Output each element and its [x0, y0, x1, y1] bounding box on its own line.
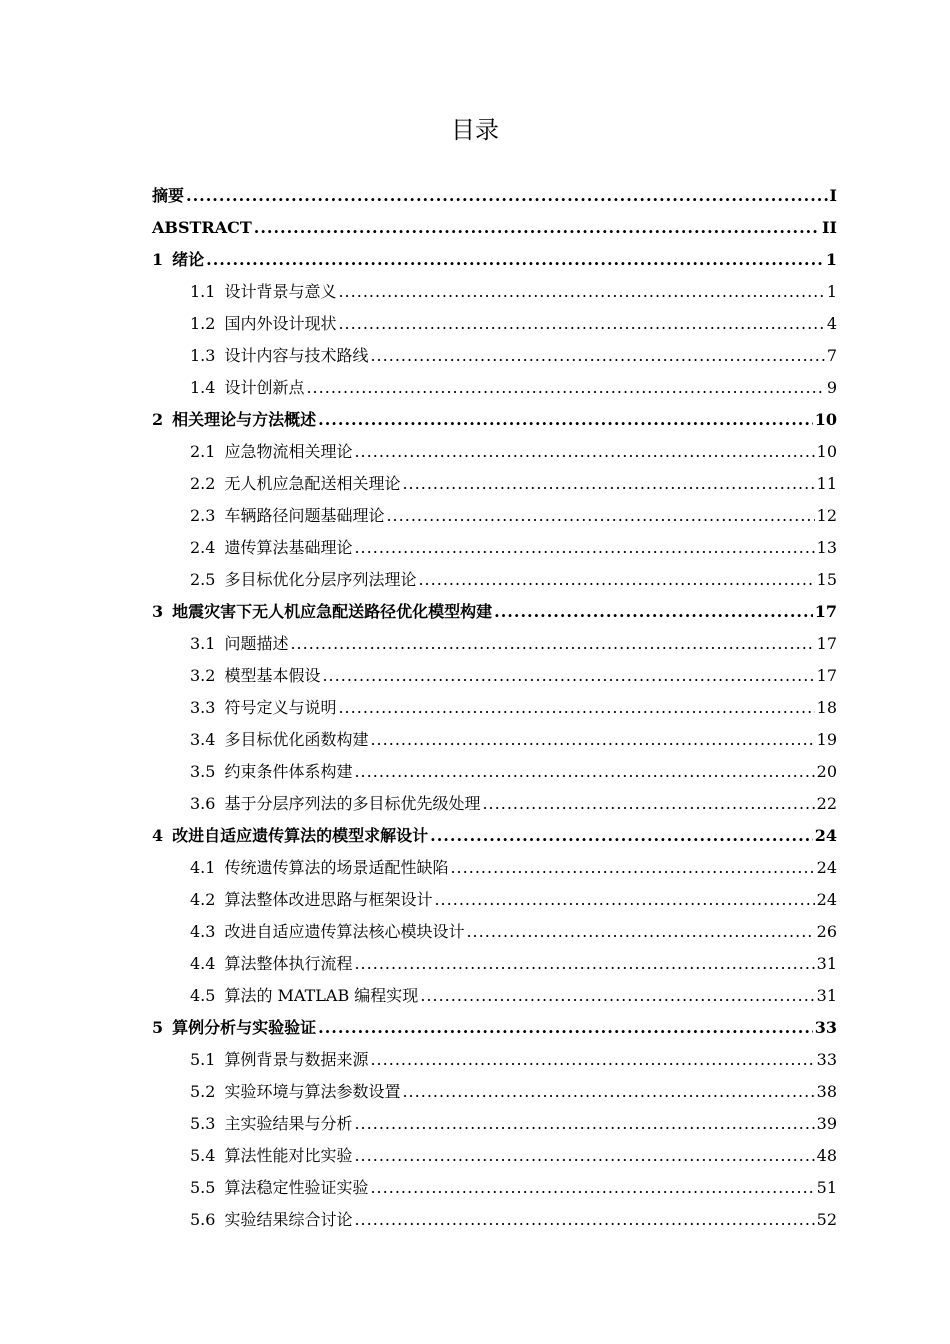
- toc-entry-page-number: 9: [826, 378, 837, 397]
- toc-section-entry[interactable]: [152, 948, 837, 980]
- toc-entry-number: 3.4: [190, 730, 216, 749]
- toc-entry-label: 主实验结果与分析: [224, 1114, 353, 1133]
- toc-entry-label: 无人机应急配送相关理论: [224, 474, 401, 493]
- toc-section-entry[interactable]: [152, 372, 837, 404]
- dot-leader: [370, 1044, 814, 1076]
- dot-leader: [354, 756, 814, 788]
- toc-chapter-entry[interactable]: [152, 820, 837, 852]
- toc-section-entry[interactable]: [152, 692, 837, 724]
- toc-entry-page-number: 48: [816, 1146, 837, 1165]
- toc-entry-label: 应急物流相关理论: [224, 442, 353, 461]
- toc-entry-page-number: 10: [814, 410, 837, 429]
- toc-entry-label: 设计创新点: [224, 378, 305, 397]
- toc-entry-number: 3.2: [190, 666, 216, 685]
- toc-entry-label: 模型基本假设: [224, 666, 321, 685]
- toc-entry-number: 3.1: [190, 634, 216, 653]
- toc-entry-page-number: 4: [826, 314, 837, 333]
- dot-leader: [370, 724, 814, 756]
- dot-leader: [354, 532, 814, 564]
- toc-entry-label: 算法性能对比实验: [224, 1146, 353, 1165]
- toc-entry-number: 1.3: [190, 346, 216, 365]
- toc-section-entry[interactable]: [152, 436, 837, 468]
- toc-section-entry[interactable]: [152, 340, 837, 372]
- toc-section-entry[interactable]: [152, 660, 837, 692]
- toc-entry-label: 算法整体改进思路与框架设计: [224, 890, 433, 909]
- dot-leader: [354, 1108, 814, 1140]
- toc-entry-page-number: 15: [816, 570, 837, 589]
- toc-entry-page-number: 17: [816, 634, 837, 653]
- toc-entry-number: 2.5: [190, 570, 216, 589]
- toc-entry-page-number: II: [822, 218, 837, 237]
- toc-entry-number: 3.3: [190, 698, 216, 717]
- toc-entry-page-number: 19: [816, 730, 837, 749]
- toc-section-entry[interactable]: [152, 308, 837, 340]
- dot-leader: [450, 852, 814, 884]
- toc-entry-page-number: 24: [814, 826, 837, 845]
- toc-entry-number: 1.1: [190, 282, 216, 301]
- toc-entry-page-number: 12: [816, 506, 837, 525]
- toc-entry-page-number: 24: [816, 858, 837, 877]
- toc-entry-page-number: 52: [816, 1210, 837, 1229]
- toc-entry-number: 1: [152, 250, 164, 269]
- toc-entry-page-number: 24: [816, 890, 837, 909]
- toc-entry-label: 国内外设计现状: [224, 314, 337, 333]
- toc-chapter-entry[interactable]: [152, 212, 837, 244]
- toc-entry-label: 符号定义与说明: [224, 698, 337, 717]
- toc-entry-page-number: 33: [814, 1018, 837, 1037]
- dot-leader: [338, 308, 824, 340]
- dot-leader: [370, 1172, 814, 1204]
- toc-entry-label: 算法整体执行流程: [224, 954, 353, 973]
- toc-entry-label: 地震灾害下无人机应急配送路径优化模型构建: [172, 602, 493, 621]
- dot-leader: [206, 244, 824, 276]
- toc-entry-number: 1.4: [190, 378, 216, 397]
- toc-entry-page-number: 38: [816, 1082, 837, 1101]
- toc-entry-number: 2.1: [190, 442, 216, 461]
- dot-leader: [290, 628, 814, 660]
- toc-section-entry[interactable]: [152, 500, 837, 532]
- toc-entry-page-number: 11: [816, 474, 837, 493]
- toc-entry-page-number: 1: [825, 250, 837, 269]
- dot-leader: [306, 372, 824, 404]
- dot-leader: [420, 980, 814, 1012]
- dot-leader: [318, 404, 813, 436]
- toc-section-entry[interactable]: [152, 276, 837, 308]
- dot-leader: [418, 564, 814, 596]
- toc-entry-label: ABSTRACT: [152, 218, 252, 237]
- dot-leader: [338, 276, 824, 308]
- toc-entry-label: 改进自适应遗传算法的模型求解设计: [172, 826, 429, 845]
- dot-leader: [354, 436, 814, 468]
- toc-entry-number: 4: [152, 826, 164, 845]
- toc-entry-page-number: 22: [816, 794, 837, 813]
- toc-entry-number: 5.4: [190, 1146, 216, 1165]
- toc-section-entry[interactable]: [152, 788, 837, 820]
- toc-entry-number: 2.4: [190, 538, 216, 557]
- toc-chapter-entry[interactable]: [152, 596, 837, 628]
- toc-section-entry[interactable]: [152, 1108, 837, 1140]
- toc-entry-page-number: 31: [816, 986, 837, 1005]
- toc-section-entry[interactable]: [152, 1204, 837, 1236]
- toc-entry-number: 3.6: [190, 794, 216, 813]
- toc-entry-label: 多目标优化函数构建: [224, 730, 369, 749]
- dot-leader: [494, 596, 813, 628]
- dot-leader: [354, 948, 814, 980]
- toc-entry-number: 4.2: [190, 890, 216, 909]
- toc-entry-label: 算例分析与实验验证: [172, 1018, 317, 1037]
- toc-section-entry[interactable]: [152, 532, 837, 564]
- toc-entry-page-number: 18: [816, 698, 837, 717]
- toc-entry-label: 设计内容与技术路线: [224, 346, 369, 365]
- toc-entry-label: 相关理论与方法概述: [172, 410, 317, 429]
- toc-entry-page-number: 33: [816, 1050, 837, 1069]
- toc-entry-page-number: 26: [816, 922, 837, 941]
- toc-entry-number: 4.5: [190, 986, 216, 1005]
- dot-leader: [354, 1140, 814, 1172]
- toc-section-entry[interactable]: [152, 1172, 837, 1204]
- dot-leader: [386, 500, 814, 532]
- page-title: 目录: [451, 116, 499, 144]
- toc-entry-page-number: 17: [814, 602, 837, 621]
- dot-leader: [402, 1076, 814, 1108]
- toc-entry-label: 算法的 MATLAB 编程实现: [224, 986, 419, 1005]
- dot-leader: [318, 1012, 813, 1044]
- toc-entry-number: 4.3: [190, 922, 216, 941]
- toc-entry-number: 1.2: [190, 314, 216, 333]
- toc-section-entry[interactable]: [152, 884, 837, 916]
- toc-section-entry[interactable]: [152, 1044, 837, 1076]
- toc-entry-label: 设计背景与意义: [224, 282, 337, 301]
- toc-entry-page-number: 51: [816, 1178, 837, 1197]
- toc-section-entry[interactable]: [152, 1076, 837, 1108]
- dot-leader: [482, 788, 814, 820]
- toc-entry-number: 5.2: [190, 1082, 216, 1101]
- toc-entry-number: 5.1: [190, 1050, 216, 1069]
- toc-section-entry[interactable]: [152, 564, 837, 596]
- dot-leader: [370, 340, 824, 372]
- toc-entry-number: 5.6: [190, 1210, 216, 1229]
- toc-entry-number: 3.5: [190, 762, 216, 781]
- toc-entry-page-number: 17: [816, 666, 837, 685]
- toc-chapter-entry[interactable]: [152, 1012, 837, 1044]
- toc-entry-page-number: 7: [826, 346, 837, 365]
- toc-entry-page-number: 10: [816, 442, 837, 461]
- toc-section-entry[interactable]: [152, 628, 837, 660]
- toc-entry-page-number: 13: [816, 538, 837, 557]
- toc-section-entry[interactable]: [152, 980, 837, 1012]
- toc-entry-label: 车辆路径问题基础理论: [224, 506, 385, 525]
- toc-entry-number: 2: [152, 410, 164, 429]
- dot-leader: [430, 820, 813, 852]
- dot-leader: [338, 692, 814, 724]
- dot-leader: [322, 660, 814, 692]
- toc-entry-number: 4.1: [190, 858, 216, 877]
- toc-entry-number: 3: [152, 602, 164, 621]
- dot-leader: [402, 468, 814, 500]
- toc-entry-page-number: 1: [826, 282, 837, 301]
- toc-entry-page-number: 31: [816, 954, 837, 973]
- toc-section-entry[interactable]: [152, 756, 837, 788]
- dot-leader: [434, 884, 814, 916]
- toc-section-entry[interactable]: [152, 1140, 837, 1172]
- toc-entry-number: 5: [152, 1018, 164, 1037]
- toc-entry-number: 2.3: [190, 506, 216, 525]
- toc-section-entry[interactable]: [152, 468, 837, 500]
- toc-section-entry[interactable]: [152, 724, 837, 756]
- toc-entry-label: 遗传算法基础理论: [224, 538, 353, 557]
- toc-chapter-entry[interactable]: [152, 244, 837, 276]
- toc-entry-label: 问题描述: [224, 634, 289, 653]
- toc-section-entry[interactable]: [152, 916, 837, 948]
- toc-entry-label: 基于分层序列法的多目标优先级处理: [224, 794, 481, 813]
- toc-entry-number: 4.4: [190, 954, 216, 973]
- dot-leader: [254, 212, 820, 244]
- toc-chapter-entry[interactable]: [152, 404, 837, 436]
- toc-entry-number: 5.5: [190, 1178, 216, 1197]
- toc-entry-page-number: 39: [816, 1114, 837, 1133]
- toc-chapter-entry[interactable]: [152, 180, 837, 212]
- table-of-contents: [152, 180, 837, 1236]
- toc-entry-label: 算法稳定性验证实验: [224, 1178, 369, 1197]
- toc-entry-page-number: I: [829, 186, 837, 205]
- dot-leader: [354, 1204, 814, 1236]
- toc-entry-label: 实验环境与算法参数设置: [224, 1082, 401, 1101]
- toc-entry-label: 摘要: [152, 186, 185, 205]
- toc-entry-number: 5.3: [190, 1114, 216, 1133]
- dot-leader: [186, 180, 828, 212]
- toc-entry-label: 改进自适应遗传算法核心模块设计: [224, 922, 465, 941]
- toc-section-entry[interactable]: [152, 852, 837, 884]
- toc-entry-page-number: 20: [816, 762, 837, 781]
- toc-entry-label: 绪论: [172, 250, 205, 269]
- toc-entry-label: 约束条件体系构建: [224, 762, 353, 781]
- toc-entry-number: 2.2: [190, 474, 216, 493]
- toc-entry-label: 实验结果综合讨论: [224, 1210, 353, 1229]
- toc-entry-label: 多目标优化分层序列法理论: [224, 570, 417, 589]
- toc-entry-label: 传统遗传算法的场景适配性缺陷: [224, 858, 449, 877]
- dot-leader: [466, 916, 814, 948]
- toc-entry-label: 算例背景与数据来源: [224, 1050, 369, 1069]
